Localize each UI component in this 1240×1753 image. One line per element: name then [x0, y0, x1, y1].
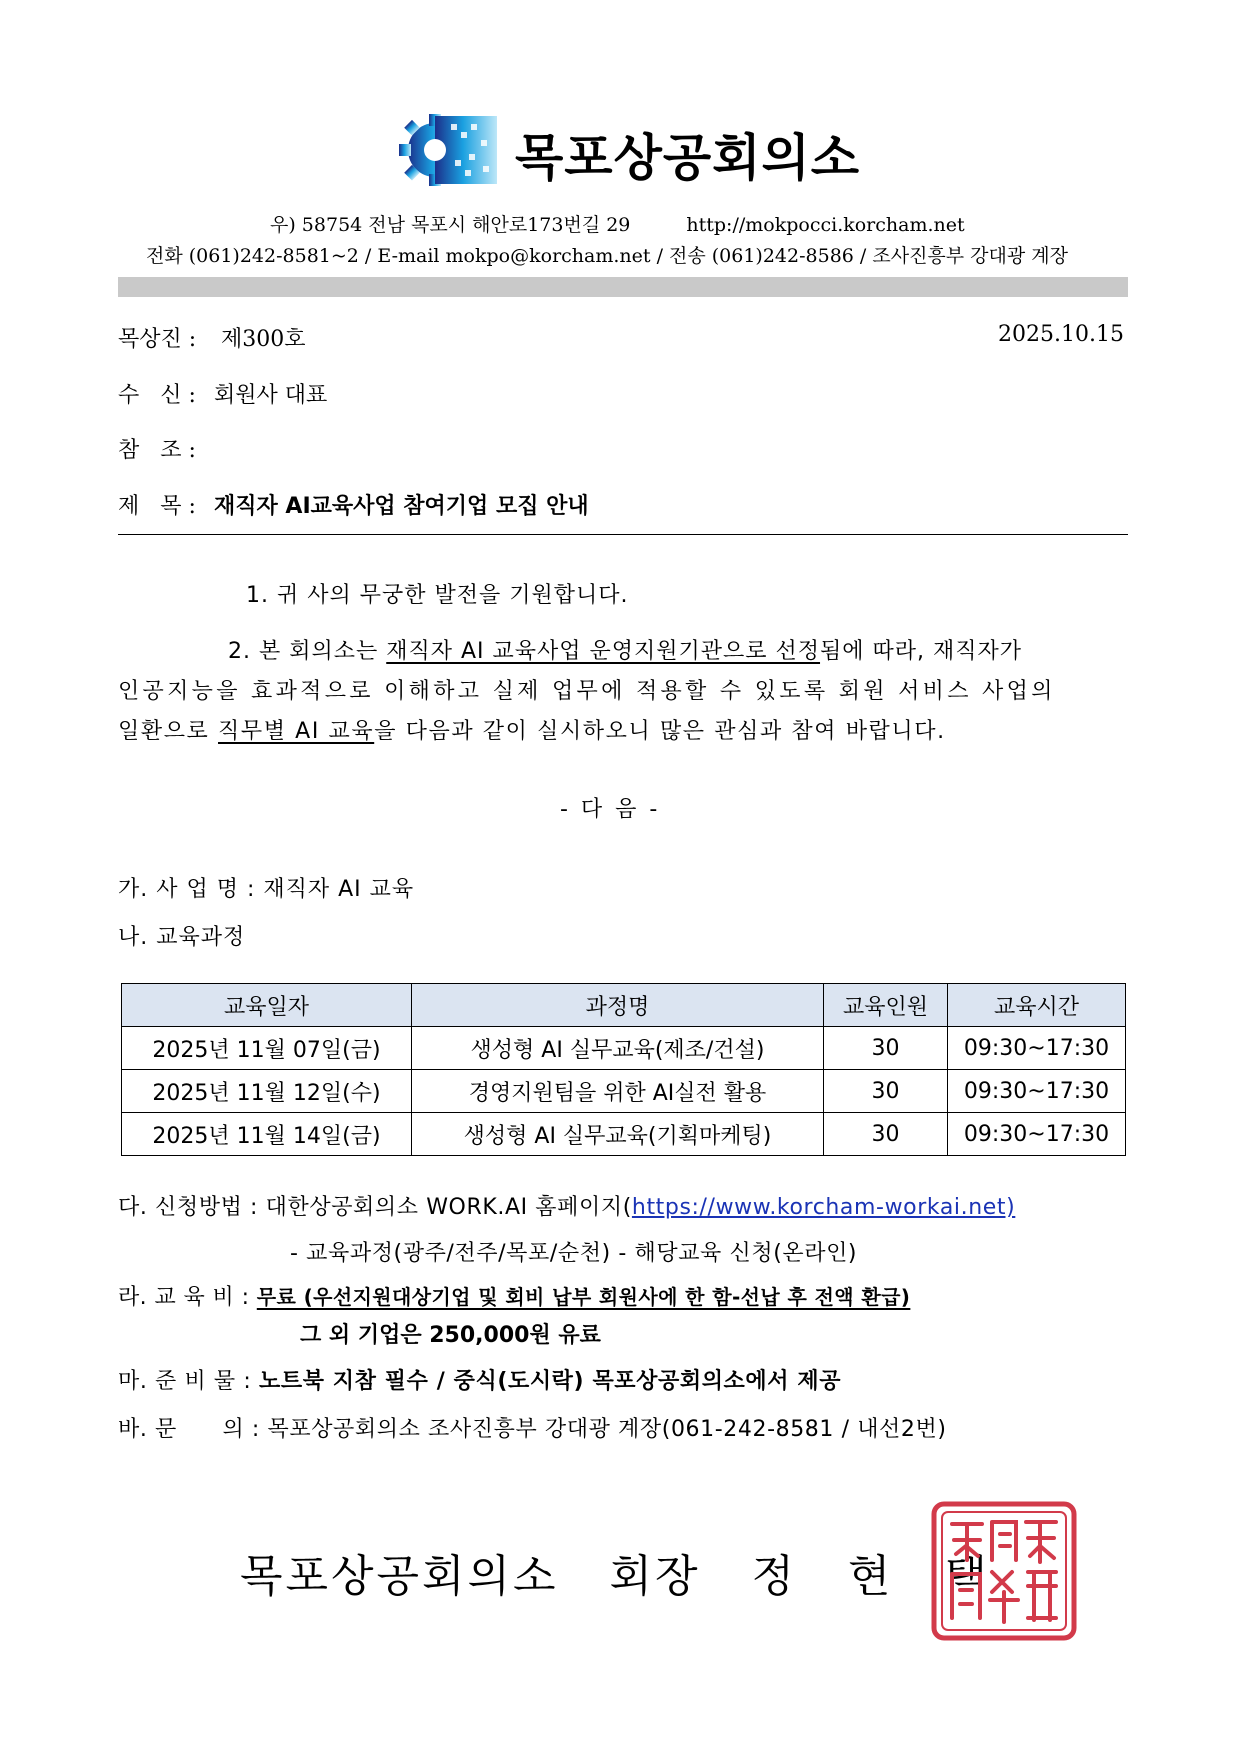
table-row	[122, 1070, 1126, 1113]
signature-line: 목포상공회의소 회장 정 현 택	[240, 1551, 990, 1602]
table-cell: 2025년 11월 07일(금)	[122, 1027, 412, 1070]
item-ra-label: 라. 교 육 비 :	[118, 1285, 257, 1310]
item-ma-value: 노트북 지참 필수 / 중식(도시락) 목포상공회의소에서 제공	[258, 1369, 842, 1394]
recipient-row	[118, 378, 327, 409]
item-ra-sub: 그 외 기업은 250,000원 유료	[300, 1323, 601, 1348]
table-cell: 경영지원팀을 위한 AI실전 활용	[412, 1070, 824, 1113]
doc-number-row	[118, 322, 306, 353]
doc-number: 제300호	[221, 327, 306, 352]
p2-text-a: 2. 본 회의소는	[228, 639, 387, 664]
table-cell: 2025년 11월 14일(금)	[122, 1113, 412, 1156]
reference-label: 참 조 :	[118, 438, 196, 463]
table-row	[122, 1027, 1126, 1070]
address-line	[270, 210, 965, 237]
website: http://mokpocci.korcham.net	[686, 214, 965, 236]
table-cell: 09:30~17:30	[948, 1027, 1126, 1070]
doc-date: 2025.10.15	[998, 322, 1124, 347]
official-seal-icon	[930, 1500, 1078, 1642]
contact-line: 전화 (061)242-8581~2 / E-mail mokpo@korcham.net / 전송 (061)242-8586 / 조사진흥부 강대광 계장	[146, 245, 1068, 267]
table-cell: 생성형 AI 실무교육(제조/건설)	[412, 1027, 824, 1070]
p2-highlight-1: 재직자 AI 교육사업 운영지원기관으로 선정	[386, 639, 821, 664]
item-da-label: 다. 신청방법 : 대한상공회의소 WORK.AI 홈페이지(	[118, 1195, 632, 1220]
p2-text-b: 됨에 따라, 재직자가	[820, 639, 1023, 664]
workai-link[interactable]: https://www.korcham-workai.net)	[631, 1195, 1016, 1220]
subject-divider	[118, 534, 1128, 535]
table-cell: 생성형 AI 실무교육(기획마케팅)	[412, 1113, 824, 1156]
org-title: 목포상공회의소	[515, 129, 861, 187]
item-na: 나. 교육과정	[118, 925, 246, 950]
table-cell: 09:30~17:30	[948, 1070, 1126, 1113]
postal-address: 우) 58754 전남 목포시 해안로173번길 29	[270, 214, 631, 236]
table-cell: 2025년 11월 12일(수)	[122, 1070, 412, 1113]
item-da	[118, 1190, 1015, 1221]
item-ma-label: 마. 준 비 물 :	[118, 1369, 259, 1394]
reference-row	[118, 433, 214, 464]
column-header: 교육시간	[948, 984, 1126, 1027]
paragraph-2-line-1	[228, 634, 1022, 665]
table-cell: 30	[824, 1113, 948, 1156]
subject: 재직자 AI교육사업 참여기업 모집 안내	[214, 494, 589, 519]
p2-text-d: 을 다음과 같이 실시하오니 많은 관심과 참여 바랍니다.	[374, 719, 946, 744]
column-header: 교육인원	[824, 984, 948, 1027]
paragraph-2-line-2: 인공지능을 효과적으로 이해하고 실제 업무에 적용할 수 있도록 회원 서비스 사업의	[118, 679, 1056, 704]
table-header-row	[122, 984, 1126, 1027]
item-ra	[118, 1280, 910, 1311]
paragraph-1: 1. 귀 사의 무궁한 발전을 기원합니다.	[246, 583, 629, 608]
column-header: 교육일자	[122, 984, 412, 1027]
item-ra-value: 무료 (우선지원대상기업 및 회비 납부 회원사에 한 함-선납 후 전액 환급)	[256, 1285, 911, 1309]
doc-number-label: 목상진 :	[118, 327, 197, 352]
p2-text-c: 일환으로	[118, 719, 219, 744]
table-cell: 30	[824, 1027, 948, 1070]
item-da-sub: - 교육과정(광주/전주/목포/순천) - 해당교육 신청(온라인)	[290, 1241, 858, 1266]
p2-highlight-2: 직무별 AI 교육	[218, 719, 375, 744]
table-cell: 09:30~17:30	[948, 1113, 1126, 1156]
next-heading: - 다 음 -	[560, 797, 661, 822]
recipient: 회원사 대표	[214, 383, 328, 408]
paragraph-2-line-3	[118, 714, 946, 745]
header-divider	[118, 277, 1128, 297]
chamber-logo-icon	[395, 110, 505, 190]
subject-label: 제 목 :	[118, 494, 196, 519]
item-ga: 가. 사 업 명 : 재직자 AI 교육	[118, 877, 415, 902]
subject-row	[118, 489, 589, 520]
column-header: 과정명	[412, 984, 824, 1027]
recipient-label: 수 신 :	[118, 383, 196, 408]
table-cell: 30	[824, 1070, 948, 1113]
course-table	[121, 983, 1126, 1156]
item-ma	[118, 1364, 841, 1395]
table-row	[122, 1113, 1126, 1156]
item-ba: 바. 문 의 : 목포상공회의소 조사진흥부 강대광 계장(061-242-8581 / 내선2번)	[118, 1417, 947, 1442]
